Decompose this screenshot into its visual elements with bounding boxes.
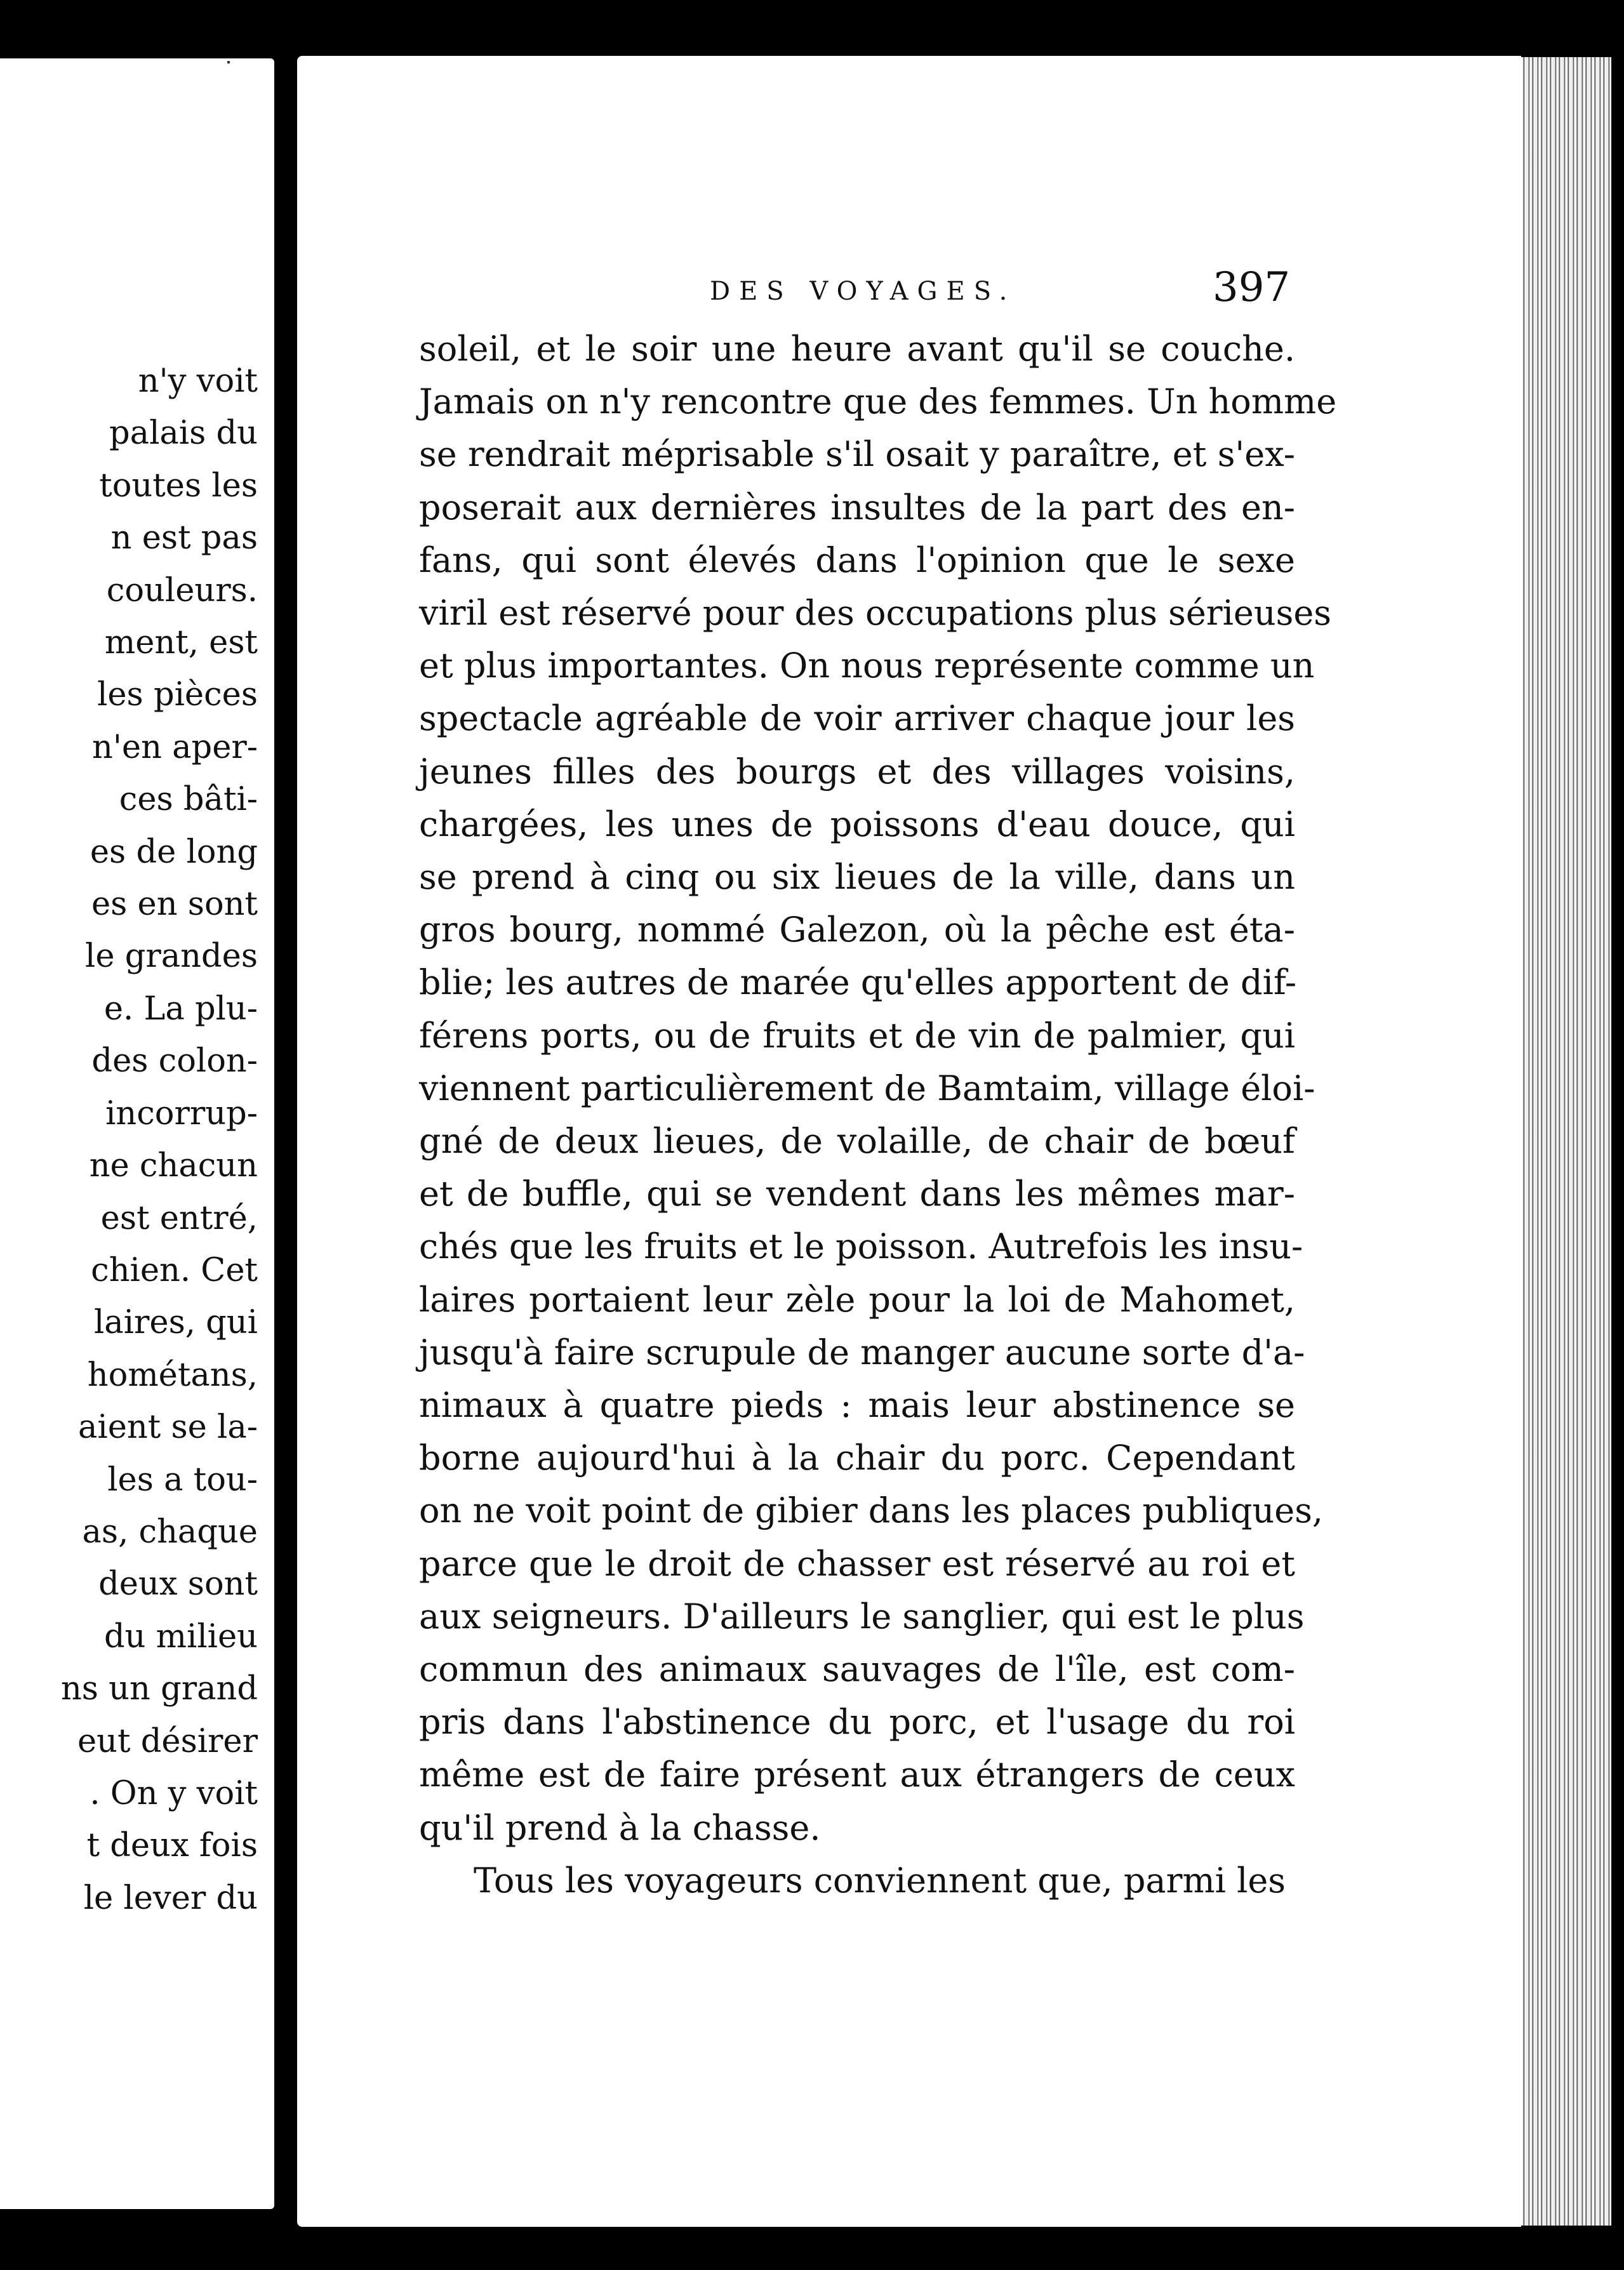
text-line: parce que le droit de chasser est réservé au roi et [419,1543,1295,1584]
left-text-line: le lever du [83,1879,258,1917]
text-line: et de buffle, qui se vendent dans les mêmes mar- [419,1174,1295,1214]
left-page [0,58,274,2209]
text-line: gros bourg, nommé Galezon, où la pêche est éta- [419,910,1295,950]
left-text-line: ns un grand [60,1670,258,1708]
text-line: borne aujourd'hui à la chair du porc. Cependant [419,1438,1295,1478]
text-line: viennent particulièrement de Bamtaim, village éloi- [419,1068,1315,1108]
left-text-line: n est pas [110,519,258,557]
text-line: se rendrait méprisable s'il osait y paraître, et s'ex- [419,434,1295,475]
left-text-line: es en sont [91,886,258,924]
text-line: laires portaient leur zèle pour la loi de Mahomet, [419,1279,1295,1320]
text-line: poserait aux dernières insultes de la part des en- [419,487,1295,528]
left-text-line: les pièces [97,676,258,714]
left-page-text [61,355,258,1925]
text-line: commun des animaux sauvages de l'île, est com- [419,1649,1295,1690]
text-line: fans, qui sont élevés dans l'opinion que le sexe [419,540,1295,580]
left-text-line: hométans, [87,1356,258,1394]
text-line: gné de deux lieues, de volaille, de chair de bœuf [419,1121,1295,1162]
page-number: 397 [1213,264,1291,311]
text-line: se prend à cinq ou six lieues de la ville, dans un [419,857,1295,898]
text-line: soleil, et le soir une heure avant qu'il se couche. [419,329,1295,369]
text-line: jusqu'à faire scrupule de manger aucune sorte d'a- [419,1332,1305,1372]
text-line: jeunes filles des bourgs et des villages voisins, [419,751,1295,792]
left-text-line: ment, est [104,624,258,662]
left-text-line: le grandes [85,938,258,976]
left-text-line: du milieu [103,1617,258,1656]
text-line: férens ports, ou de fruits et de vin de palmier, qui [419,1015,1295,1056]
left-text-line: couleurs. [106,571,258,609]
text-line: blie; les autres de marée qu'elles apportent de dif- [419,962,1297,1003]
left-text-line: les a tou- [107,1461,258,1499]
left-text-line: deux sont [98,1565,258,1603]
left-text-line: eut désirer [77,1722,258,1760]
left-text-line: aient se la- [78,1409,258,1447]
text-line: Jamais on n'y rencontre que des femmes. Un homme [419,382,1337,422]
running-title: DES VOYAGES. [710,277,1016,306]
gutter-mark [227,61,230,63]
text-line: nimaux à quatre pieds : mais leur abstinence se [419,1385,1295,1426]
left-text-line: n'en aper- [92,728,258,766]
text-line: pris dans l'abstinence du porc, et l'usage du roi [419,1702,1295,1742]
left-text-line: incorrup- [105,1094,258,1132]
left-text-line: ne chacun [89,1147,258,1185]
text-line: chés que les fruits et le poisson. Autrefois les insu- [419,1226,1303,1267]
left-text-line: n'y voit [138,362,258,400]
text-line: spectacle agréable de voir arriver chaque jour les [419,698,1295,739]
text-line: viril est réservé pour des occupations plus sérieuses [419,593,1331,634]
left-text-line: es de long [90,833,258,871]
page-header [297,264,1521,320]
left-text-line: toutes les [99,467,258,505]
left-text-line: palais du [109,415,258,453]
left-text-line: est entré, [100,1199,258,1237]
left-text-line: as, chaque [82,1513,258,1551]
text-line: Tous les voyageurs conviennent que, parmi les [474,1860,1286,1901]
right-page [297,56,1521,2227]
text-line: on ne voit point de gibier dans les places publiques, [419,1490,1324,1531]
body-text [419,322,1337,1907]
text-line: aux seigneurs. D'ailleurs le sanglier, qui est le plus [419,1596,1305,1636]
left-text-line: . On y voit [90,1774,258,1812]
left-text-line: chien. Cet [91,1251,258,1289]
text-line: qu'il prend à la chasse. [419,1807,821,1848]
left-text-line: laires, qui [94,1304,258,1342]
text-line: chargées, les unes de poissons d'eau douce, qui [419,804,1295,844]
left-text-line: t deux fois [86,1827,258,1865]
left-text-line: ces bâti- [119,781,258,819]
page-edges [1521,57,1611,2226]
text-line: même est de faire présent aux étrangers de ceux [419,1755,1295,1795]
text-line: et plus importantes. On nous représente comme un [419,646,1315,686]
left-text-line: des colon- [91,1042,258,1080]
left-text-line: e. La plu- [103,990,258,1028]
